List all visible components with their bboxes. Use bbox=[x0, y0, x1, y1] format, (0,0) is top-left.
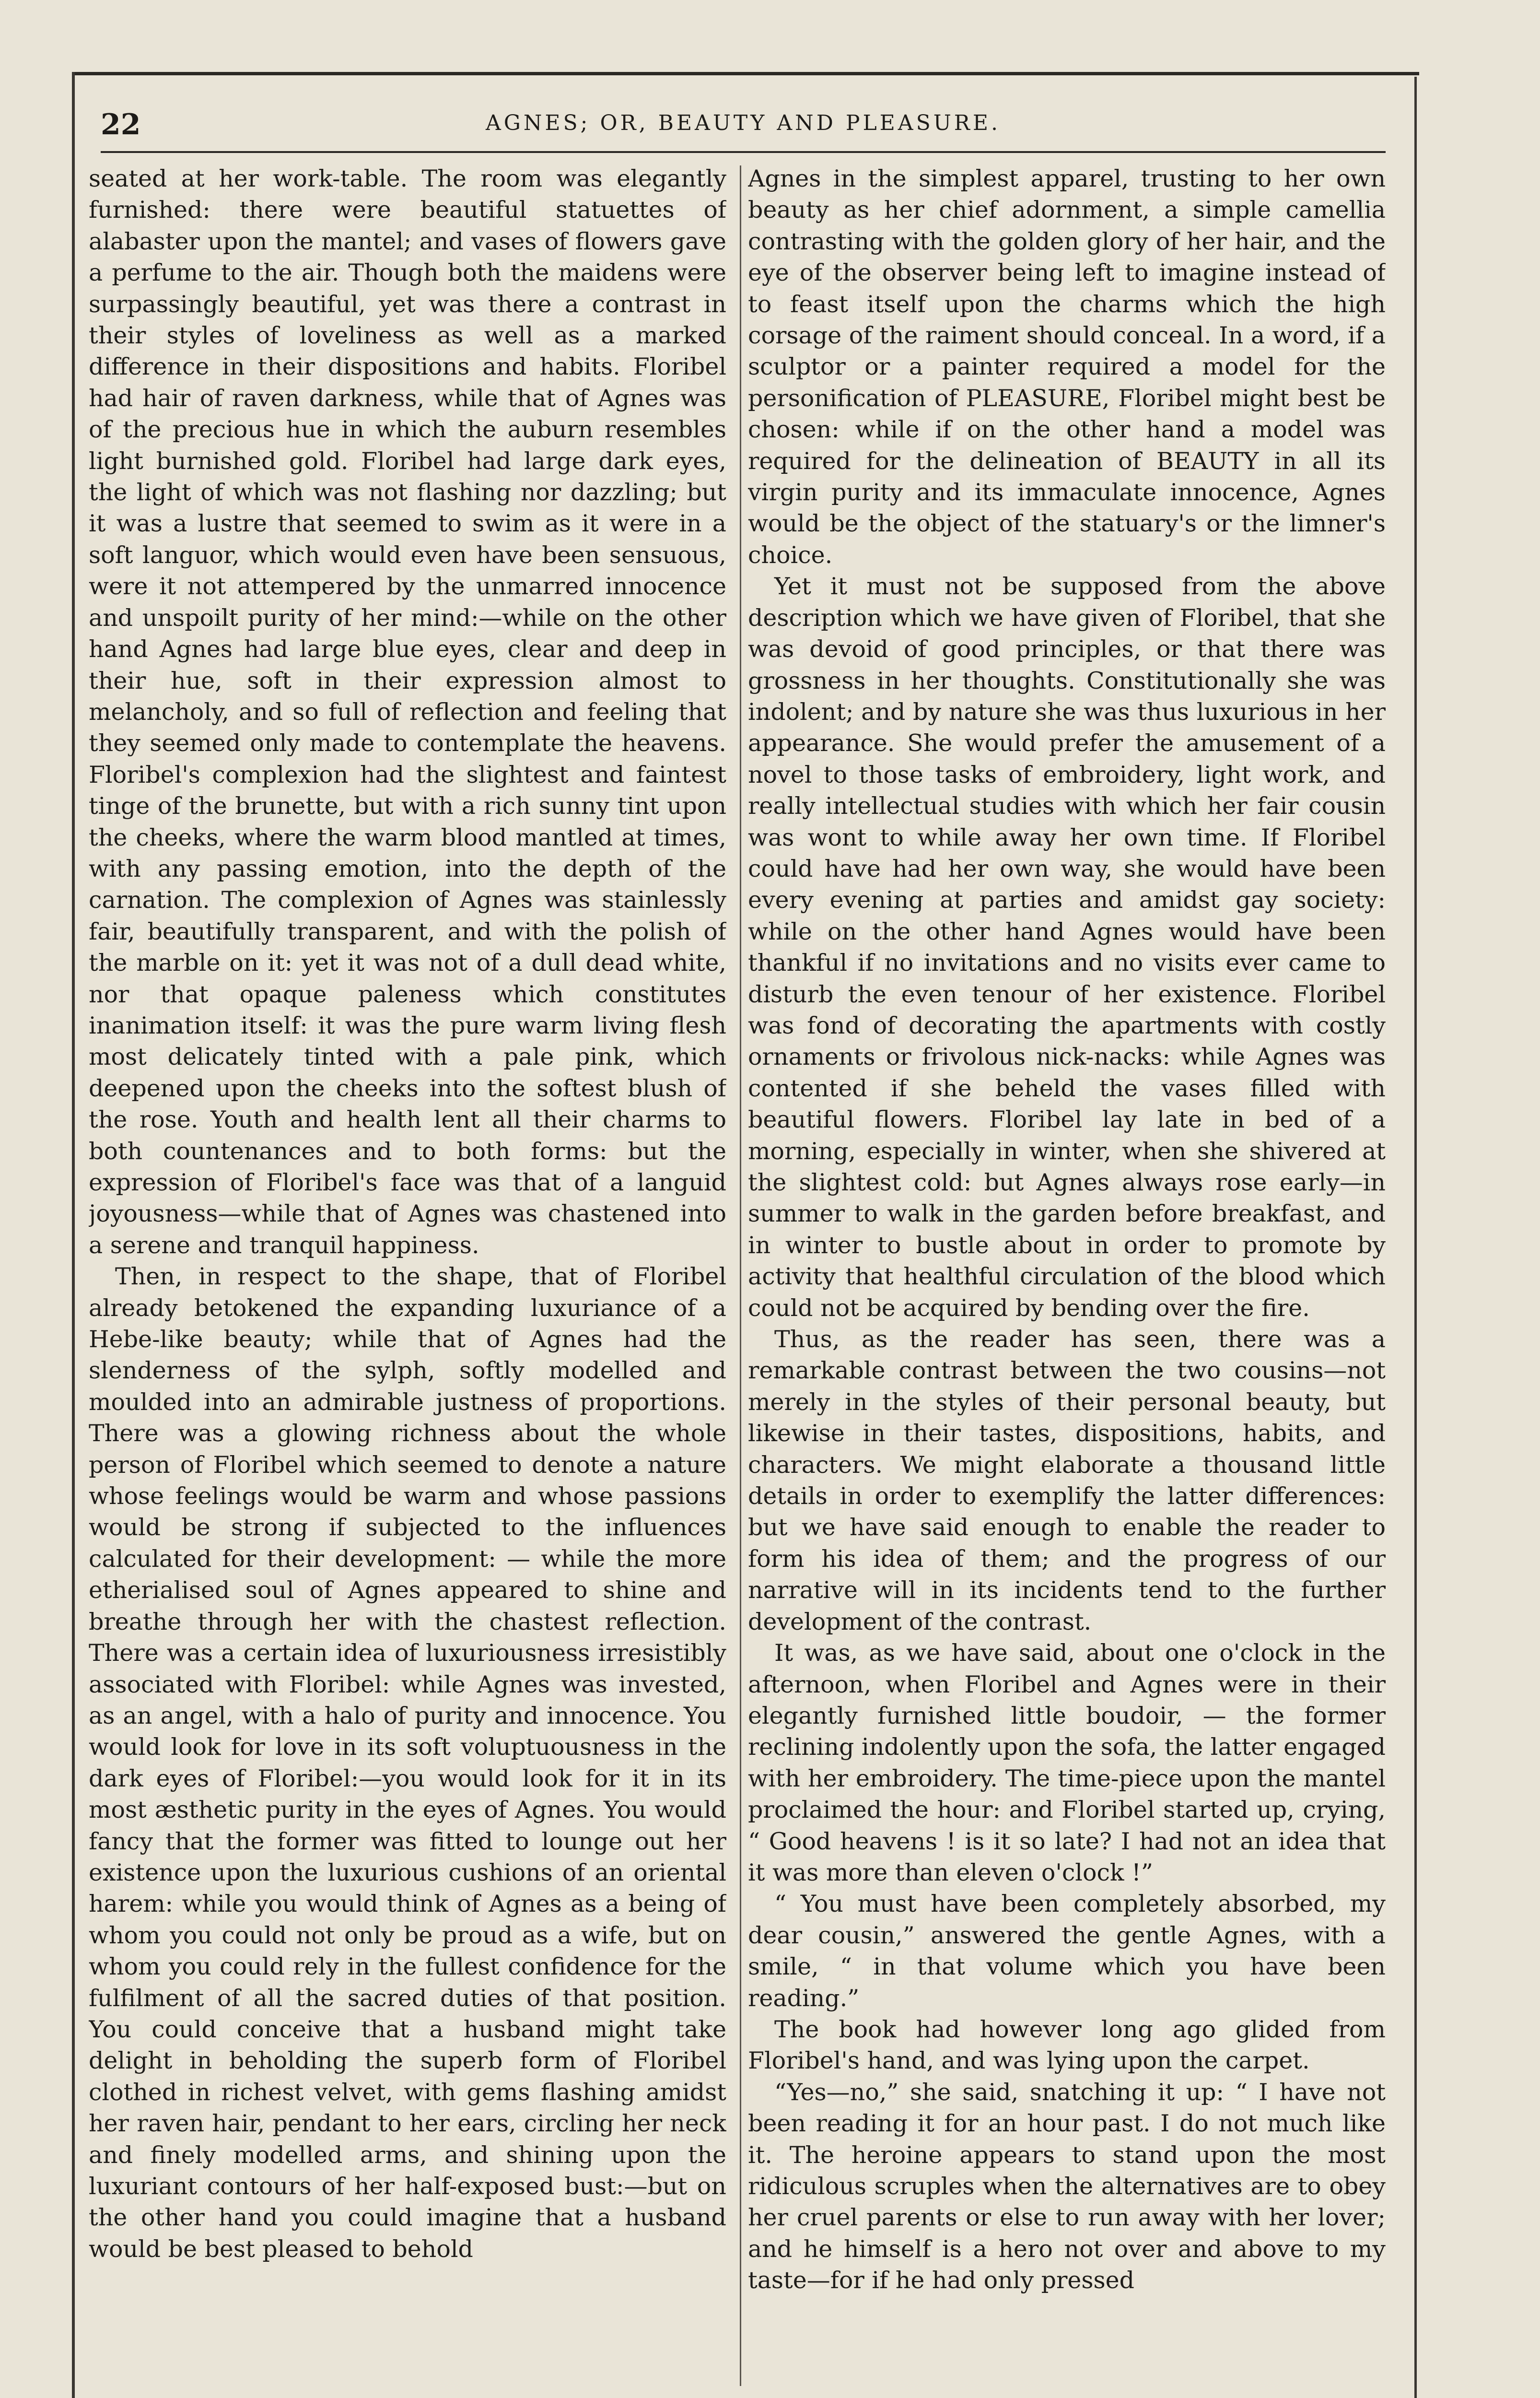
page-frame-right bbox=[1414, 77, 1417, 2398]
page-number: 22 bbox=[101, 108, 141, 141]
paragraph: Yet it must not be supposed from the above description which we have given of Floribel, that she was devoid of good principles, or that there was grossness in her thoughts. Constitutionally she was indolent; and by nature she was thus luxurious in her appearance. She would prefer the amusement of a novel to those tasks of embroidery, light work, and really intellectual studies with which her fair cousin was wont to while away her own time. If Floribel could have had her own way, she would have been every evening at parties and amidst gay society: while on the other hand Agnes would have been thankful if no invitations and no visits ever came to disturb the even tenour of her existence. Floribel was fond of decorating the apartments with costly ornaments or frivolous nick-nacks: while Agnes was contented if she beheld the vases filled with beautiful flowers. Floribel lay late in bed of a morning, especially in winter, when she shivered at the slightest cold: but Agnes always rose early—in summer to walk in the garden before breakfast, and in winter to bustle about in order to promote by activity that healthful circulation of the blood which could not be acquired by bending over the fire. bbox=[748, 573, 1386, 1322]
paragraph: Thus, as the reader has seen, there was a remarkable contrast between the two cousins—not merely in the styles of their personal beauty, but likewise in their tastes, dispositions, habits, and characters. We might elaborate a thousand little details in order to exemplify the latter differences: but we have said enough to enable the reader to form his idea of them; and the progress of our narrative will in its incidents tend to the further development of the contrast. bbox=[748, 1326, 1386, 1635]
left-column bbox=[89, 163, 726, 2379]
paragraph: It was, as we have said, about one o'clock in the afternoon, when Floribel and Agnes were in their elegantly furnished little boudoir, — the former reclining indolently upon the sofa, the latter engaged with her embroidery. The time-piece upon the mantel proclaimed the hour: and Floribel started up, crying, “ Good heavens ! is it so late? I had not an idea that it was more than eleven o'clock !” bbox=[748, 1639, 1386, 1886]
paragraph: seated at her work-table. The room was elegantly furnished: there were beautiful statuettes of alabaster upon the mantel; and vases of flowers gave a perfume to the air. Though both the maidens were surpassingly beautiful, yet was there a contrast in their styles of loveliness as well as a marked difference in their dispositions and habits. Floribel had hair of raven darkness, while that of Agnes was of the precious hue in which the auburn resembles light burnished gold. Floribel had large dark eyes, the light of which was not flashing nor dazzling; but it was a lustre that seemed to swim as it were in a soft languor, which would even have been sensuous, were it not attempered by the unmarred innocence and unspoilt purity of her mind:—while on the other hand Agnes had large blue eyes, clear and deep in their hue, soft in their expression almost to melancholy, and so full of reflection and feeling that they seemed only made to contemplate the heavens. Floribel's complexion had the slightest and faintest tinge of the brunette, but with a rich sunny tint upon the cheeks, where the warm blood mantled at times, with any passing emotion, into the depth of the carnation. The complexion of Agnes was stainlessly fair, beautifully transparent, and with the polish of the marble on it: yet it was not of a dull dead white, nor that opaque paleness which constitutes inanimation itself: it was the pure warm living flesh most delicately tinted with a pale pink, which deepened upon the cheeks into the softest blush of the rose. Youth and health lent all their charms to both countenances and to both forms: but the expression of Floribel's face was that of a languid joyousness—while that of Agnes was chastened into a serene and tranquil happiness. bbox=[89, 165, 726, 1259]
page-header bbox=[101, 108, 1386, 151]
paragraph: “ You must have been completely absorbed, my dear cousin,” answered the gentle Agnes, with a smile, “ in that volume which you have been reading.” bbox=[748, 1890, 1386, 2012]
paragraph: “Yes—no,” she said, snatching it up: “ I have not been reading it for an hour past. I do not much like it. The heroine appears to stand upon the most ridiculous scruples when the alternatives are to obey her cruel parents or else to run away with her lover; and he himself is a hero not over and above to my taste—for if he had only pressed bbox=[748, 2078, 1386, 2294]
paragraph: Agnes in the simplest apparel, trusting to her own beauty as her chief adornment, a simple camellia contrasting with the golden glory of her hair, and the eye of the observer being left to imagine instead of to feast itself upon the charms which the high corsage of the raiment should conceal. In a word, if a sculptor or a painter required a model for the personification of PLEASURE, Floribel might best be chosen: while if on the other hand a model was required for the delineation of BEAUTY in all its virgin purity and its immaculate innocence, Agnes would be the object of the statuary's or the limner's choice. bbox=[748, 165, 1386, 569]
running-title: AGNES; OR, BEAUTY AND PLEASURE. bbox=[485, 111, 1001, 135]
page-frame-top bbox=[72, 72, 1419, 75]
paragraph: The book had however long ago glided from Floribel's hand, and was lying upon the carpet. bbox=[748, 2015, 1386, 2075]
header-rule bbox=[101, 151, 1386, 153]
paragraph: Then, in respect to the shape, that of Floribel already betokened the expanding luxuriance of a Hebe-like beauty; while that of Agnes had the slenderness of the sylph, softly modelled and moulded into an admirable justness of proportions. There was a glowing richness about the whole person of Floribel which seemed to denote a nature whose feelings would be warm and whose passions would be strong if subjected to the influences calculated for their development: — while the more etherialised soul of Agnes appeared to shine and breathe through her with the chastest reflection. There was a certain idea of luxuriousness irresistibly associated with Floribel: while Agnes was invested, as an angel, with a halo of purity and innocence. You would look for love in its soft voluptuousness in the dark eyes of Floribel:—you would look for it in its most æsthetic purity in the eyes of Agnes. You would fancy that the former was fitted to lounge out her existence upon the luxurious cushions of an oriental harem: while you would think of Agnes as a being of whom you could not only be proud as a wife, but on whom you could rely in the fullest confidence for the fulfilment of all the sacred duties of that position. You could conceive that a husband might take delight in beholding the superb form of Floribel clothed in richest velvet, with gems flashing amidst her raven hair, pendant to her ears, circling her neck and finely modelled arms, and shining upon the luxuriant contours of her half-exposed bust:—but on the other hand you could imagine that a husband would be best pleased to behold bbox=[89, 1263, 726, 2263]
right-column bbox=[748, 163, 1386, 2379]
column-divider bbox=[740, 165, 741, 2386]
page-frame-left bbox=[72, 72, 75, 2398]
